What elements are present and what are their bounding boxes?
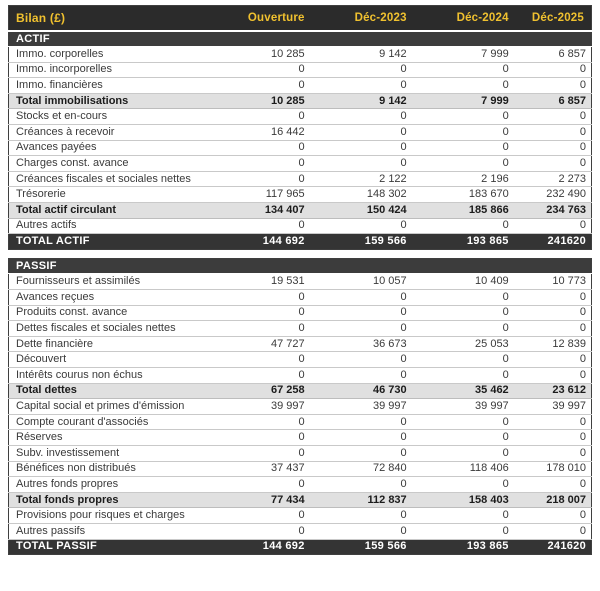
cell-value: 193 865 — [414, 234, 516, 250]
table-row — [9, 430, 592, 446]
table-row — [9, 399, 592, 415]
table-row — [9, 477, 592, 493]
cell-value: 185 866 — [414, 203, 516, 219]
actif-table — [8, 5, 592, 250]
row-label: Dettes fiscales et sociales nettes — [9, 321, 225, 337]
cell-value: 9 142 — [312, 47, 414, 63]
row-label: Réserves — [9, 430, 225, 446]
row-label: Avances payées — [9, 140, 225, 156]
cell-value: 19 531 — [224, 274, 311, 290]
cell-value: 0 — [516, 305, 592, 321]
cell-value: 0 — [516, 352, 592, 368]
row-label: Découvert — [9, 352, 225, 368]
cell-value: 2 273 — [516, 171, 592, 187]
header-row — [9, 6, 592, 32]
cell-value: 0 — [224, 171, 311, 187]
cell-value: 12 839 — [516, 336, 592, 352]
table-row — [9, 187, 592, 203]
cell-value: 0 — [224, 367, 311, 383]
table-row — [9, 445, 592, 461]
cell-value: 0 — [224, 290, 311, 306]
cell-value: 0 — [414, 78, 516, 94]
cell-value: 10 773 — [516, 274, 592, 290]
cell-value: 0 — [312, 523, 414, 539]
row-label: Intérêts courus non échus — [9, 367, 225, 383]
cell-value: 0 — [312, 125, 414, 141]
cell-value: 150 424 — [312, 203, 414, 219]
cell-value: 6 857 — [516, 47, 592, 63]
cell-value: 46 730 — [312, 383, 414, 399]
cell-value: 0 — [516, 62, 592, 78]
cell-value: 10 285 — [224, 47, 311, 63]
cell-value: 112 837 — [312, 492, 414, 508]
cell-value: 0 — [224, 62, 311, 78]
cell-value: 0 — [312, 218, 414, 234]
cell-value: 10 285 — [224, 93, 311, 109]
cell-value: 0 — [516, 523, 592, 539]
cell-value: 39 997 — [516, 399, 592, 415]
section-title: ACTIF — [9, 31, 592, 47]
cell-value: 0 — [224, 445, 311, 461]
table-row — [9, 367, 592, 383]
grand-total-row — [9, 539, 592, 555]
row-label: Dette financière — [9, 336, 225, 352]
row-label: Immo. financières — [9, 78, 225, 94]
cell-value: 0 — [414, 523, 516, 539]
cell-value: 0 — [224, 305, 311, 321]
cell-value: 0 — [224, 414, 311, 430]
cell-value: 183 670 — [414, 187, 516, 203]
cell-value: 25 053 — [414, 336, 516, 352]
row-label: Trésorerie — [9, 187, 225, 203]
row-label: Autres passifs — [9, 523, 225, 539]
cell-value: 35 462 — [414, 383, 516, 399]
cell-value: 0 — [414, 109, 516, 125]
cell-value: 0 — [312, 367, 414, 383]
row-label: Autres fonds propres — [9, 477, 225, 493]
table-row — [9, 62, 592, 78]
cell-value: 148 302 — [312, 187, 414, 203]
cell-value: 118 406 — [414, 461, 516, 477]
cell-value: 0 — [224, 523, 311, 539]
cell-value: 159 566 — [312, 539, 414, 555]
cell-value: 0 — [516, 109, 592, 125]
section-header-row — [9, 31, 592, 47]
cell-value: 0 — [414, 352, 516, 368]
cell-value: 0 — [516, 321, 592, 337]
cell-value: 0 — [312, 109, 414, 125]
cell-value: 0 — [516, 414, 592, 430]
cell-value: 0 — [312, 445, 414, 461]
row-label: Total dettes — [9, 383, 225, 399]
row-label: Subv. investissement — [9, 445, 225, 461]
cell-value: 0 — [414, 430, 516, 446]
cell-value: 67 258 — [224, 383, 311, 399]
table-row — [9, 109, 592, 125]
cell-value: 0 — [224, 508, 311, 524]
section-gap — [8, 250, 592, 258]
table-row — [9, 336, 592, 352]
cell-value: 0 — [414, 125, 516, 141]
table-row — [9, 321, 592, 337]
cell-value: 39 997 — [414, 399, 516, 415]
row-label: Créances à recevoir — [9, 125, 225, 141]
table-row — [9, 47, 592, 63]
cell-value: 193 865 — [414, 539, 516, 555]
cell-value: 0 — [516, 445, 592, 461]
cell-value: 16 442 — [224, 125, 311, 141]
cell-value: 0 — [224, 156, 311, 172]
column-header-dec-2025: Déc-2025 — [516, 6, 592, 32]
cell-value: 72 840 — [312, 461, 414, 477]
table-header — [9, 6, 592, 32]
subtotal-row — [9, 383, 592, 399]
cell-value: 7 999 — [414, 93, 516, 109]
cell-value: 0 — [516, 477, 592, 493]
row-label: Stocks et en-cours — [9, 109, 225, 125]
cell-value: 0 — [312, 321, 414, 337]
cell-value: 0 — [516, 508, 592, 524]
table-title: Bilan (£) — [9, 6, 225, 32]
cell-value: 37 437 — [224, 461, 311, 477]
cell-value: 0 — [414, 414, 516, 430]
row-label: Autres actifs — [9, 218, 225, 234]
cell-value: 10 057 — [312, 274, 414, 290]
section-header-row — [9, 258, 592, 274]
cell-value: 77 434 — [224, 492, 311, 508]
cell-value: 0 — [516, 430, 592, 446]
cell-value: 0 — [414, 445, 516, 461]
cell-value: 0 — [312, 352, 414, 368]
cell-value: 2 122 — [312, 171, 414, 187]
cell-value: 0 — [224, 218, 311, 234]
cell-value: 36 673 — [312, 336, 414, 352]
cell-value: 241620 — [516, 234, 592, 250]
cell-value: 144 692 — [224, 234, 311, 250]
cell-value: 159 566 — [312, 234, 414, 250]
cell-value: 47 727 — [224, 336, 311, 352]
subtotal-row — [9, 93, 592, 109]
cell-value: 134 407 — [224, 203, 311, 219]
row-label: Total fonds propres — [9, 492, 225, 508]
cell-value: 0 — [312, 156, 414, 172]
cell-value: 178 010 — [516, 461, 592, 477]
cell-value: 158 403 — [414, 492, 516, 508]
cell-value: 0 — [414, 62, 516, 78]
cell-value: 232 490 — [516, 187, 592, 203]
table-row — [9, 125, 592, 141]
row-label: TOTAL ACTIF — [9, 234, 225, 250]
cell-value: 144 692 — [224, 539, 311, 555]
cell-value: 0 — [414, 218, 516, 234]
table-row — [9, 461, 592, 477]
cell-value: 0 — [414, 367, 516, 383]
cell-value: 0 — [516, 125, 592, 141]
cell-value: 0 — [312, 305, 414, 321]
row-label: Fournisseurs et assimilés — [9, 274, 225, 290]
row-label: Provisions pour risques et charges — [9, 508, 225, 524]
row-label: Total actif circulant — [9, 203, 225, 219]
cell-value: 9 142 — [312, 93, 414, 109]
cell-value: 0 — [516, 140, 592, 156]
table-row — [9, 171, 592, 187]
cell-value: 0 — [224, 140, 311, 156]
table-row — [9, 523, 592, 539]
table-row — [9, 508, 592, 524]
cell-value: 117 965 — [224, 187, 311, 203]
table-row — [9, 305, 592, 321]
passif-table — [8, 258, 592, 555]
cell-value: 39 997 — [312, 399, 414, 415]
cell-value: 0 — [224, 430, 311, 446]
column-header-dec-2023: Déc-2023 — [312, 6, 414, 32]
grand-total-row — [9, 234, 592, 250]
row-label: Compte courant d'associés — [9, 414, 225, 430]
cell-value: 0 — [516, 156, 592, 172]
cell-value: 0 — [312, 290, 414, 306]
section-title: PASSIF — [9, 258, 592, 274]
cell-value: 0 — [516, 290, 592, 306]
table-row — [9, 274, 592, 290]
cell-value: 0 — [414, 321, 516, 337]
row-label: Charges const. avance — [9, 156, 225, 172]
actif-rows — [9, 31, 592, 249]
table-row — [9, 140, 592, 156]
cell-value: 0 — [312, 430, 414, 446]
cell-value: 0 — [312, 414, 414, 430]
subtotal-row — [9, 492, 592, 508]
table-row — [9, 352, 592, 368]
cell-value: 0 — [224, 352, 311, 368]
cell-value: 10 409 — [414, 274, 516, 290]
cell-value: 0 — [312, 78, 414, 94]
row-label: Avances reçues — [9, 290, 225, 306]
cell-value: 0 — [414, 290, 516, 306]
row-label: Total immobilisations — [9, 93, 225, 109]
cell-value: 0 — [414, 140, 516, 156]
balance-sheet-report — [8, 5, 592, 555]
cell-value: 0 — [516, 367, 592, 383]
subtotal-row — [9, 203, 592, 219]
cell-value: 0 — [224, 477, 311, 493]
cell-value: 0 — [312, 508, 414, 524]
row-label: Immo. incorporelles — [9, 62, 225, 78]
cell-value: 39 997 — [224, 399, 311, 415]
row-label: Immo. corporelles — [9, 47, 225, 63]
cell-value: 0 — [224, 109, 311, 125]
cell-value: 218 007 — [516, 492, 592, 508]
column-header-ouverture: Ouverture — [224, 6, 311, 32]
row-label: Capital social et primes d'émission — [9, 399, 225, 415]
cell-value: 0 — [516, 218, 592, 234]
cell-value: 0 — [224, 78, 311, 94]
cell-value: 234 763 — [516, 203, 592, 219]
cell-value: 0 — [312, 477, 414, 493]
row-label: Créances fiscales et sociales nettes — [9, 171, 225, 187]
table-row — [9, 218, 592, 234]
table-row — [9, 156, 592, 172]
cell-value: 0 — [224, 321, 311, 337]
column-header-dec-2024: Déc-2024 — [414, 6, 516, 32]
cell-value: 0 — [414, 305, 516, 321]
cell-value: 241620 — [516, 539, 592, 555]
passif-rows — [9, 258, 592, 554]
cell-value: 0 — [414, 508, 516, 524]
cell-value: 0 — [414, 156, 516, 172]
cell-value: 0 — [312, 140, 414, 156]
cell-value: 0 — [516, 78, 592, 94]
row-label: TOTAL PASSIF — [9, 539, 225, 555]
cell-value: 0 — [312, 62, 414, 78]
row-label: Produits const. avance — [9, 305, 225, 321]
cell-value: 2 196 — [414, 171, 516, 187]
row-label: Bénéfices non distribués — [9, 461, 225, 477]
cell-value: 7 999 — [414, 47, 516, 63]
table-row — [9, 78, 592, 94]
table-row — [9, 414, 592, 430]
cell-value: 6 857 — [516, 93, 592, 109]
table-row — [9, 290, 592, 306]
cell-value: 0 — [414, 477, 516, 493]
cell-value: 23 612 — [516, 383, 592, 399]
